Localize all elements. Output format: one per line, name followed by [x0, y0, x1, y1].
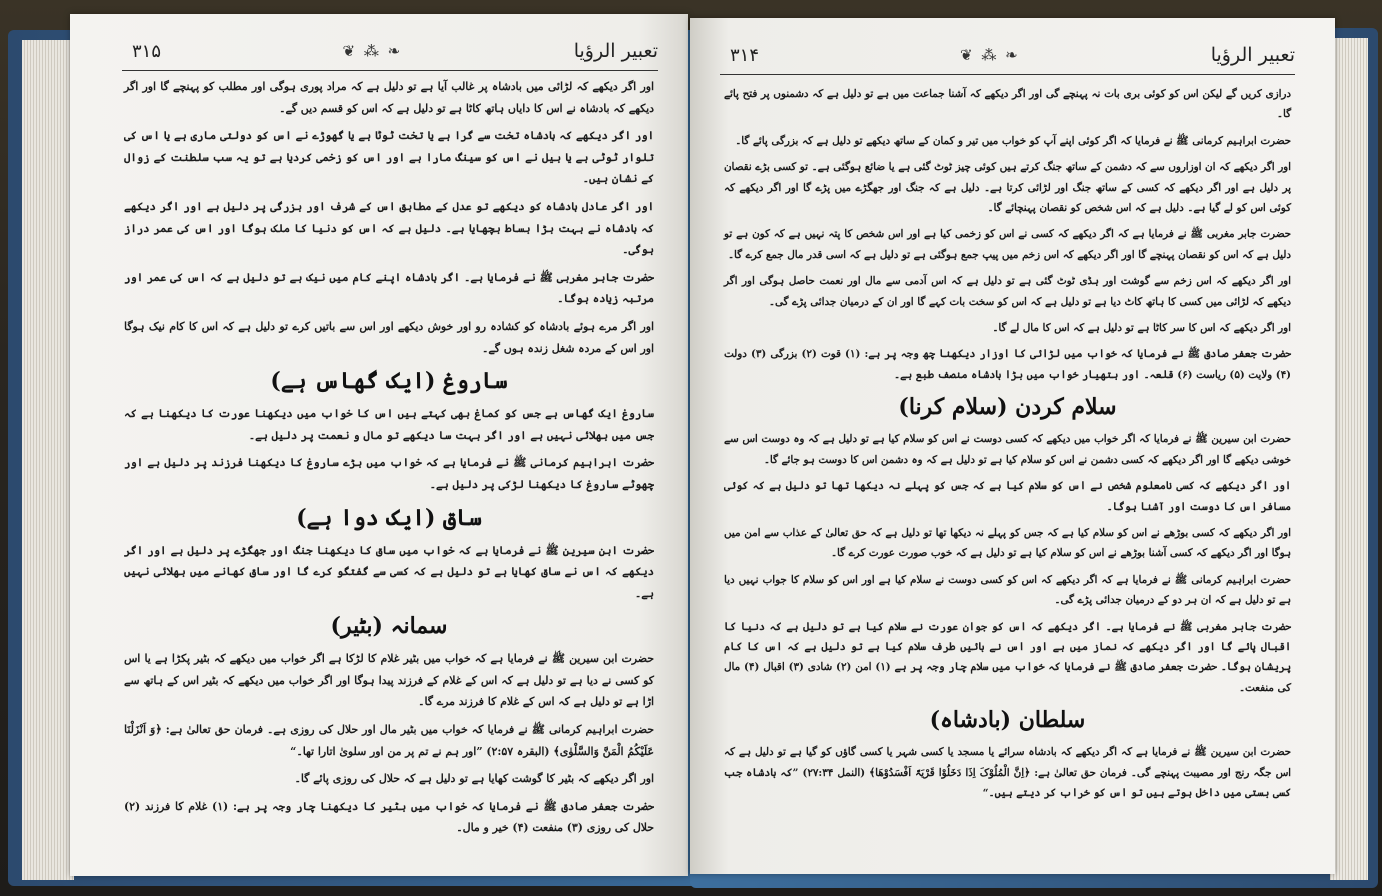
- section-heading: ساروغ (ایک گھاس ہے): [270, 368, 508, 395]
- paragraph: حضرت جابر مغربی ﷺ نے فرمایا ہے۔ اگر بادشاہ اپنے کام میں نیک ہے تو دلیل ہے کہ اس کی عمر اور مرتبہ زیادہ ہوگا۔: [124, 270, 654, 306]
- page-running-title: تعبیر الرؤیا: [1210, 44, 1295, 66]
- paragraph: ساروغ ایک گھاس ہے جس کو کماغ بھی کہتے ہیں اس کا خواب میں دیکھنا عورت کا دیکھنا ہے کہ جس میں بھلائی نہیں ہے اور اگر بہت سا دیکھے تو مال و نعمت پر دلیل ہے۔: [124, 407, 654, 442]
- header-ornament-icon: ❦ ⁂ ❧: [342, 42, 403, 60]
- paragraph: اور اگر دیکھے کہ ان اوزاروں سے کہ دشمن کے ساتھ جنگ کرتے ہیں کوئی چیز ٹوٹ گئی ہے یا ضائع ہوگئی ہے۔ تو کسی بڑے نقصان پر دلیل ہے اور اگر دیکھے کہ کسی کے ساتھ جنگ اور لڑائی کرتا ہے۔ دلیل ہے کہ جنگ اور جھگڑے میں پڑے گا اور اگر دیکھے کہ کوئی اس کو لے گیا ہے۔ دلیل ہے کہ اس شخص کو نقصان پہنچائے گا۔: [724, 161, 1291, 215]
- book-page-right: [690, 18, 1335, 874]
- paragraph: اور اگر دیکھے کہ لڑائی میں بادشاہ پر غالب آیا ہے تو دلیل ہے کہ مراد پوری ہوگی اور مطلب کو پہنچے گا اور اگر دیکھے کہ بادشاہ نے اس کا دایاں ہاتھ کاٹا ہے تو دلیل ہے کہ اس کو قسم دیں گے۔: [124, 80, 654, 115]
- book-page-left: [70, 14, 688, 876]
- paragraph: حضرت ابن سیرین ﷺ نے فرمایا ہے کہ خواب میں بٹیر غلام کا لڑکا ہے اگر خواب میں دیکھے کہ بٹیر پکڑا ہے یا اس کو کسی نے دیا ہے تو دلیل ہے کہ اس کے غلام کے فرزند پیدا ہوگا اور اگر خواب میں دیکھے کہ بٹیر اس کے ہاتھ سے اڑا ہے تو دلیل ہے کہ اس کے غلام کا فرزند مرے گا۔: [124, 652, 654, 709]
- paragraph: حضرت جعفر صادق ﷺ نے فرمایا کہ خواب میں بٹیر کا دیکھنا چار وجہ پر ہے: (۱) غلام کا فرزند (۲) حلال کی روزی (۳) منفعت (۴) خیر و مال۔: [124, 799, 654, 835]
- paragraph: حضرت ابراہیم کرمانی ﷺ نے فرمایا کہ خواب میں بٹیر مال اور حلال کی روزی ہے۔ فرمان حق تعالیٰ ہے: ﴿وَ اَنْزَلْنَا عَلَیْکُمُ الْمَنَّ وَالسَّلْوٰی﴾ (البقرہ ۲:۵۷) ”اور ہم نے تم پر من اور سلویٰ اتارا تھا۔“: [124, 723, 654, 758]
- section-heading: سلام کردن (سلام کرنا): [898, 394, 1117, 421]
- paragraph: حضرت ابن سیرین ﷺ نے فرمایا کہ اگر خواب میں دیکھے کہ کسی دوست نے اس کو سلام کیا ہے تو دلیل ہے کہ وہ دوست اس سے خوشی دیکھے گا اور اگر دیکھے کہ کسی دشمن نے اس کو سلام کیا ہے تو دلیل ہے کہ وہ دشمن اس کا دوست ہو جائے گا۔: [724, 433, 1291, 466]
- section-heading: سمانہ (بٹیر): [330, 613, 448, 640]
- paragraph: حضرت ابراہیم کرمانی ﷺ نے فرمایا ہے کہ اگر دیکھے کہ اس کو کسی دوست نے سلام کیا ہے اور اس کو سلام کا جواب نہیں دیا ہے تو دلیل ہے کہ ان ہر دو کے درمیان جدائی پڑے گی۔: [724, 573, 1291, 607]
- paragraph: اور اگر دیکھے کہ بٹیر کا گوشت کھایا ہے تو دلیل ہے کہ حلال کی روزی پائے گا۔: [294, 772, 654, 786]
- paragraph: درازی کریں گے لیکن اس کو کوئی بری بات نہ پہنچے گی اور اگر دیکھے کہ آشنا جماعت میں ہے تو دلیل ہے کہ دشمنوں پر فتح پائے گا۔: [724, 88, 1291, 121]
- page-content-left: [124, 76, 654, 846]
- header-ornament-icon: ❦ ⁂ ❧: [960, 46, 1020, 64]
- section-heading: سلطان (بادشاہ): [929, 707, 1086, 734]
- paragraph: اور اگر دیکھے کہ بادشاہ تخت سے گرا ہے یا تخت ٹوٹا ہے یا گھوڑے نے اس کو دولتی ماری ہے یا اس کی تلوار ٹوٹی ہے یا بیل نے اس کو سینگ مارا ہے اور اس کو زخمی کردیا ہے تو یہ سب سلطنت کے زوال کے نشان ہیں۔: [124, 129, 654, 186]
- page-number: ۳۱۴: [730, 44, 760, 66]
- paragraph: اور اگر دیکھے کہ اس زخم سے گوشت اور ہڈی ٹوٹ گئی ہے تو دلیل ہے کہ اس آدمی سے مال اور نعمت حاصل ہوگی اور اگر دیکھے کہ لڑائی میں کسی کا ہاتھ کاٹ دیا ہے تو دلیل ہے کہ اس کو سخت بات کہے گا اور ان کے درمیان جدائی پڑے گی۔: [724, 275, 1291, 308]
- section-heading: ساق (ایک دوا ہے): [296, 504, 482, 531]
- paragraph: اور اگر عادل بادشاہ کو دیکھے تو عدل کے مطابق اس کے شرف اور بزرگی پر دلیل ہے اور اگر دیکھے کہ بادشاہ نے بہت بڑا بساط بچھایا ہے۔ دلیل ہے کہ اس کو دنیا کا ملک ہوگا اور اس کی عمر دراز ہوگی۔: [124, 199, 654, 257]
- paragraph: اور اگر دیکھے کہ کسی بوڑھے نے اس کو سلام کیا ہے کہ جس کو پہلے نہ دیکھا تھا تو دلیل ہے کہ حق تعالیٰ کے عذاب سے امن میں ہوگا اور اگر دیکھے کہ کسی آشنا بوڑھے نے اس کو سلام کیا ہے تو دلیل ہے کہ خوب صورت عورت کرے گا۔: [724, 526, 1291, 560]
- paragraph: حضرت ابن سیرین ﷺ نے فرمایا ہے کہ خواب میں ساق کا دیکھنا جنگ اور جھگڑے پر دلیل ہے اور اگر دیکھے کہ اس نے ساق کھایا ہے تو دلیل ہے کہ کسی سے گفتگو کرے گا اور ساق کھانے میں بھلائی نہیں ہے۔: [124, 543, 654, 600]
- page-header-left: [122, 32, 658, 71]
- page-header-right: [720, 36, 1295, 75]
- page-edges-left: [22, 40, 74, 880]
- page-content-right: [724, 84, 1291, 844]
- page-running-title: تعبیر الرؤیا: [573, 40, 658, 62]
- paragraph: حضرت جابر مغربی ﷺ نے فرمایا ہے کہ اگر دیکھے کہ کسی نے اس کو زخمی کیا ہے اور اس شخص کا پتہ نہیں ہے کہ کون ہے تو دلیل ہے کہ اس کو نقصان پہنچے گا اور اگر دیکھے کہ اس زخم میں پیپ جمع ہوگئی ہے تو دلیل ہے کہ اسی قدر مال جمع کرے گا۔: [724, 228, 1291, 261]
- paragraph: اور اگر مرے ہوئے بادشاہ کو کشادہ رو اور خوش دیکھے اور اس سے باتیں کرے تو دلیل ہے کہ اس کا کام نیک ہوگا اور اس کے مردہ شغل زندہ ہوں گے۔: [124, 319, 654, 355]
- paragraph: حضرت ابراہیم کرمانی ﷺ نے فرمایا ہے کہ خواب میں بڑے ساروغ کا دیکھنا فرزند پر دلیل ہے اور چھوٹے ساروغ کا دیکھنا لڑکی پر دلیل ہے۔: [124, 456, 654, 491]
- paragraph: حضرت ابراہیم کرمانی ﷺ نے فرمایا کہ اگر کوئی اپنے آپ کو خواب میں تیر و کمان کے ساتھ دیکھے تو دلیل ہے کہ بزرگی پائے گا۔: [735, 134, 1291, 147]
- paragraph: حضرت جعفر صادق ﷺ نے فرمایا کہ خواب میں لڑائی کا اوزار دیکھنا چھ وجہ پر ہے: (۱) قوت (۲) بزرگی (۳) دولت (۴) ولایت (۵) ریاست (۶) قلعہ۔ اور ہتھیار خواب میں بڑا بادشاہ منصف طبع ہے۔: [724, 348, 1291, 381]
- paragraph: اور اگر دیکھے کہ کسی نامعلوم شخص نے اس کو سلام کیا ہے کہ جس کو پہلے نہ دیکھا تھا تو دلیل ہے کہ کوئی مسافر اس کا دوست اور آشنا ہوگا۔: [724, 480, 1291, 513]
- page-number: ۳۱۵: [132, 40, 162, 62]
- paragraph: اور اگر دیکھے کہ اس کا سر کاٹا ہے تو دلیل ہے کہ اس کا مال لے گا۔: [992, 322, 1291, 335]
- paragraph: حضرت جابر مغربی ﷺ نے فرمایا ہے۔ اگر دیکھے کہ اس کو جوان عورت نے سلام کیا ہے تو دلیل ہے کہ دنیا کا اقبال پائے گا اور اگر دیکھے کہ نماز میں ہے اور اس نے بائیں طرف سلام کیا ہے تو دلیل ہے کہ اس کا کام پریشان ہوگا۔ حضرت جعفر صادق ﷺ نے فرمایا کہ خواب میں سلام چار وجہ پر ہے (۱) امن (۲) شادی (۳) اقبال (۴) مال کی منفعت۔: [724, 620, 1292, 694]
- paragraph: حضرت ابن سیرین ﷺ نے فرمایا ہے کہ اگر دیکھے کہ بادشاہ سرائے یا مسجد یا کسی شہر یا کسی گاؤں کو گیا ہے تو دلیل ہے کہ اس جگہ رنج اور مصیبت پہنچے گی۔ فرمان حق تعالیٰ ہے: ﴿اِنَّ الْمُلُوْکَ اِذَا دَخَلُوْا قَرْیَۃً اَفْسَدُوْھَا﴾ (النمل ۲۷:۳۴) ”کہ بادشاہ جب کسی بستی میں داخل ہوتے ہیں تو اس کو خراب کر دیتے ہیں۔“: [724, 746, 1291, 799]
- page-edges-right: [1330, 38, 1368, 880]
